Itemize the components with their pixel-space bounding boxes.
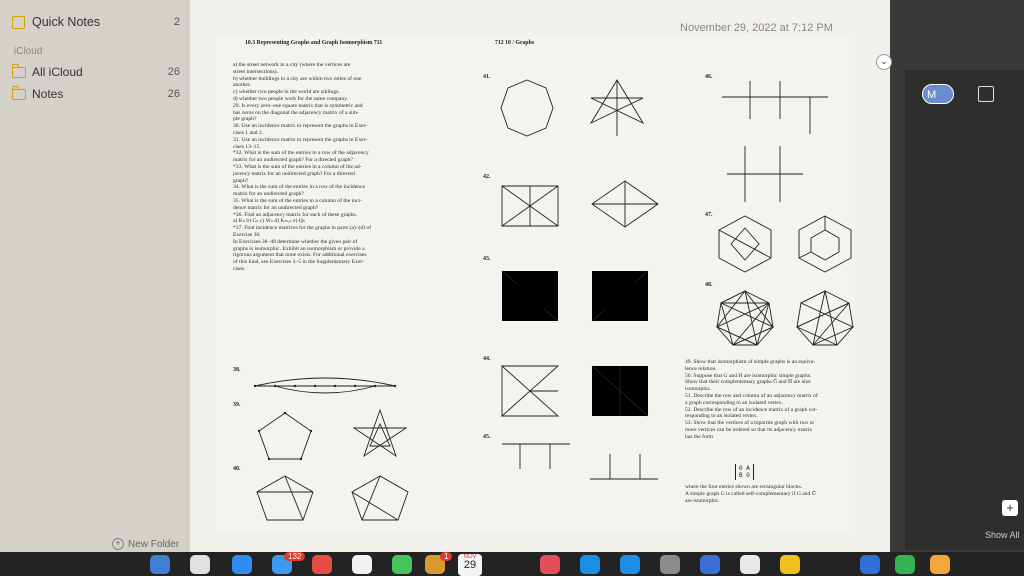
show-all-link[interactable]: Show All: [985, 530, 1020, 540]
exercise-number: 40.: [233, 466, 241, 472]
text-line: c) whether two people in the world are siblings.: [233, 89, 340, 96]
keynote-icon[interactable]: [700, 555, 720, 574]
sidebar-item-all-icloud[interactable]: [12, 62, 180, 82]
maps-icon[interactable]: [312, 555, 332, 574]
exercise-number: 47.: [705, 212, 713, 218]
graph-figure: [725, 144, 805, 204]
text-line: 51. Describe the row and column of an adjacency matrix of: [685, 392, 818, 399]
text-line: Show that their complementary graphs G̅ and H̅ are also: [685, 379, 811, 386]
account-header: iCloud: [14, 45, 43, 57]
graph-figure: [590, 269, 650, 324]
plus-circle-icon: +: [112, 538, 124, 550]
folder-icon: [12, 67, 26, 78]
text-line: *33. What is the sum of the entries in a column of the ad-: [233, 163, 362, 170]
text-line: jacency matrix for an undirected graph? For a directed: [233, 170, 355, 177]
graph-figure: [255, 474, 315, 524]
exercise-number: 42.: [483, 174, 491, 180]
chrome-icon[interactable]: [740, 555, 760, 574]
facetime-icon[interactable]: [392, 555, 412, 574]
safari-icon[interactable]: [232, 555, 252, 574]
calendar-day: 29: [463, 559, 477, 571]
exercise-number: 43.: [483, 256, 491, 262]
sidebar: [0, 0, 191, 552]
graph-figure: [350, 406, 410, 466]
text-line: *37. Find incidence matrices for the graphs in parts (a)–(d) of: [233, 225, 372, 232]
podcasts-icon[interactable]: [580, 555, 600, 574]
matrix-row: 0 A: [739, 465, 750, 472]
app-store-icon[interactable]: [620, 555, 640, 574]
graph-figure: [795, 214, 855, 274]
settings-icon[interactable]: [660, 555, 680, 574]
mail-badge: 132: [284, 552, 305, 561]
text-line: a) Kₙ b) Cₙ c) Wₙ d) Kₘ,ₙ e) Qₙ: [233, 218, 305, 225]
exercise-number: 45.: [483, 434, 491, 440]
calendar-icon[interactable]: [458, 554, 482, 576]
graph-figure: [795, 289, 855, 349]
page-header-right: 712 10 / Graphs: [495, 40, 535, 46]
note-list-icon[interactable]: [978, 86, 994, 102]
word-icon[interactable]: [860, 555, 880, 574]
new-folder-button[interactable]: [112, 538, 179, 550]
text-line: d) whether two people work for the same company.: [233, 95, 349, 102]
right-column-tail: [685, 484, 850, 504]
text-line: graph?: [233, 177, 249, 184]
text-line: lence relation.: [685, 365, 717, 372]
text-line: dence matrix for an undirected graph?: [233, 204, 319, 211]
graph-figure: [500, 78, 555, 138]
count-badge: 26: [167, 88, 180, 100]
text-line: of this kind, see Exercises 3–5 in the Supplementary Exer-: [233, 259, 364, 266]
sidebar-item-label: Notes: [32, 87, 64, 101]
sidebar-item-quick-notes[interactable]: [12, 12, 180, 32]
text-line: are isomorphic.: [685, 497, 720, 504]
graph-figure: [500, 439, 660, 489]
text-line: matrix for an undirected graph?: [233, 191, 304, 198]
notes-icon[interactable]: [780, 555, 800, 574]
graph-figure: [590, 179, 660, 229]
exercise-number: 46.: [705, 74, 713, 80]
text-line: responding to an isolated vertex.: [685, 413, 758, 420]
text-line: another.: [233, 82, 251, 89]
graph-figure: [590, 78, 645, 138]
text-line: rigorous argument that none exists. For additional exercises: [233, 252, 367, 259]
text-line: 50. Suppose that G and H are isomorphic simple graphs.: [685, 372, 812, 379]
exercise-number: 39.: [233, 402, 241, 408]
photos-badge: 1: [440, 552, 452, 561]
text-line: has zeros on the diagonal the adjacency matrix of a sim-: [233, 109, 359, 116]
graph-figure: [255, 409, 315, 464]
exercise-number: 44.: [483, 356, 491, 362]
new-folder-label: New Folder: [128, 538, 180, 550]
text-line: A simple graph G is called self-complementary if G and G̅: [685, 490, 816, 497]
sidebar-item-label: All iCloud: [32, 65, 83, 79]
finder-icon[interactable]: [150, 555, 170, 574]
calendar-month: NOV: [463, 554, 477, 560]
text-line: cises 13–15.: [233, 143, 261, 150]
text-line: 35. What is the sum of the entries in a column of the inci-: [233, 197, 362, 204]
text-line: where the four entries shown are rectangular blocks.: [685, 484, 803, 490]
text-line: 30. Use an incidence matrix to represent the graphs in Exer-: [233, 123, 368, 130]
graph-figure: [255, 374, 405, 399]
block-matrix: [735, 464, 754, 480]
graph-figure: [350, 474, 410, 524]
exercise-number: 41.: [483, 74, 491, 80]
count-badge: 26: [167, 66, 180, 78]
text-line: matrix for an undirected graph? For a directed graph?: [233, 157, 353, 164]
photos-icon[interactable]: [352, 555, 372, 574]
text-line: a) the street network in a city (where the vertices are: [233, 62, 351, 68]
left-column-text: [233, 62, 443, 273]
text-line: cises 1 and 2.: [233, 129, 264, 136]
text-line: *36. Find an adjacency matrix for each of these graphs.: [233, 211, 358, 218]
text-line: 29. Is every zero–one square matrix that is symmetric and: [233, 102, 363, 109]
text-line: 52. Describe the row of an incidence matrix of a graph cor-: [685, 406, 818, 413]
text-line: 49. Show that isomorphism of simple graphs is an equiva-: [685, 359, 816, 365]
note-date: November 29, 2022 at 7:12 PM: [680, 22, 833, 34]
text-line: 34. What is the sum of the entries in a row of the incidence: [233, 184, 365, 191]
text-line: *32. What is the sum of the entries in a row of the adjacency: [233, 150, 369, 157]
right-panel: [905, 70, 1024, 550]
page-header-left: 10.3 Representing Graphs and Graph Isomorphism 711: [245, 40, 383, 46]
graph-figure: [500, 364, 560, 419]
graph-figure: [590, 364, 650, 419]
exercise-number: 48.: [705, 282, 713, 288]
text-line: graphs is isomorphic. Exhibit an isomorphism or provide a: [233, 245, 365, 252]
note-image[interactable]: [215, 34, 855, 534]
chevron-down-icon[interactable]: ⌄: [876, 54, 892, 70]
music-icon[interactable]: [540, 555, 560, 574]
graph-figure: [715, 214, 775, 274]
text-line: In Exercises 38–48 determine whether the given pair of: [233, 238, 358, 245]
exercise-number: 38.: [233, 367, 241, 373]
graph-figure: [500, 269, 560, 324]
matrix-row: B 0: [739, 472, 750, 479]
text-line: 31. Use an incidence matrix to represent the graphs in Exer-: [233, 136, 368, 143]
graph-figure: [720, 79, 830, 139]
add-button[interactable]: +: [1002, 500, 1018, 516]
sidebar-item-label: Quick Notes: [32, 15, 101, 29]
text-line: has the form: [685, 433, 713, 440]
right-column-text: [685, 359, 850, 441]
text-line: more vertices can be ordered so that its adjacency matrix: [685, 426, 813, 433]
text-line: cises.: [233, 265, 246, 272]
sidebar-item-notes[interactable]: [12, 84, 180, 104]
text-line: a graph corresponding to an isolated vertex.: [685, 399, 784, 406]
quick-notes-icon: [12, 16, 25, 29]
text-line: Exercise 36.: [233, 231, 261, 238]
text-line: isomorphic.: [685, 386, 712, 393]
launchpad-icon[interactable]: [190, 555, 210, 574]
folder-icon: [12, 89, 26, 100]
graph-figure: [715, 289, 775, 349]
text-line: b) whether buildings in a city are within two miles of one: [233, 75, 362, 82]
avatar[interactable]: M: [922, 84, 954, 104]
text-line: street intersections).: [233, 68, 279, 75]
pages-icon[interactable]: [930, 555, 950, 574]
count-badge: 2: [173, 16, 180, 28]
text-line: 53. Show that the vertices of a bipartite graph with two or: [685, 420, 815, 427]
numbers-icon[interactable]: [895, 555, 915, 574]
text-line: ple graph?: [233, 116, 257, 123]
graph-figure: [500, 184, 560, 229]
